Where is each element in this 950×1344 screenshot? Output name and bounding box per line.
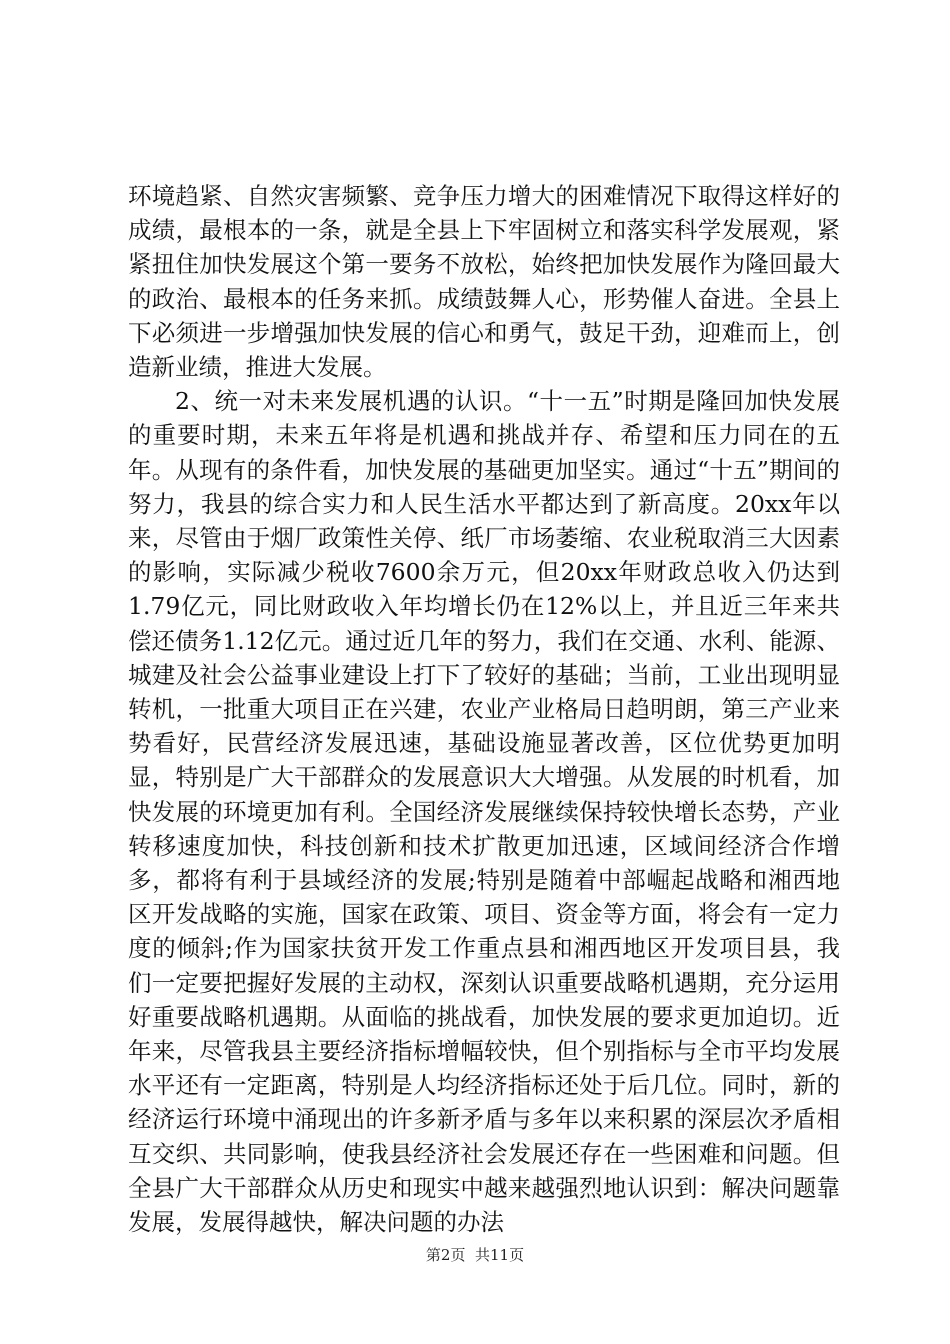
page-footer: 第2页 共11页: [425, 1246, 525, 1264]
paragraph-continuation: 环境趋紧、自然灾害频繁、竞争压力增大的困难情况下取得这样好的成绩，最根本的一条，就是全县上下牢固树立和落实科学发展观，紧紧扭住加快发展这个第一要务不放松，始终把加快发展作为隆回最大的政治、最根本的任务来抓。成绩鼓舞人心，形势催人奋进。全县上下必须进一步增强加快发展的信心和勇气，鼓足干劲，迎难而上，创造新业绩，推进大发展。: [128, 182, 840, 382]
paragraph-unify-opportunity: 2、统一对未来发展机遇的认识。“十一五”时期是隆回加快发展的重要时期，未来五年将是机遇和挑战并存、希望和压力同在的五年。从现有的条件看，加快发展的基础更加坚实。通过“十五”期间的努力，我县的综合实力和人民生活水平都达到了新高度。20xx年以来，尽管由于烟厂政策性关停、纸厂市场萎缩、农业税取消三大因素的影响，实际减少税收7600余万元，但20xx年财政总收入仍达到1.79亿元，同比财政收入年均增长仍在12%以上，并且近三年来共偿还债务1.12亿元。通过近几年的努力，我们在交通、水利、能源、城建及社会公益事业建设上打下了较好的基础；当前，工业出现明显转机，一批重大项目正在兴建，农业产业格局日趋明朗，第三产业来势看好，民营经济发展迅速，基础设施显著改善，区位优势更加明显，特别是广大干部群众的发展意识大大增强。从发展的时机看，加快发展的环境更加有利。全国经济发展继续保持较快增长态势，产业转移速度加快，科技创新和技术扩散更加迅速，区域间经济合作增多，都将有利于县域经济的发展;特别是随着中部崛起战略和湘西地区开发战略的实施，国家在政策、项目、资金等方面，将会有一定力度的倾斜;作为国家扶贫开发工作重点县和湘西地区开发项目县，我们一定要把握好发展的主动权，深刻认识重要战略机遇期，充分运用好重要战略机遇期。从面临的挑战看，加快发展的要求更加迫切。近年来，尽管我县主要经济指标增幅较快，但个别指标与全市平均发展水平还有一定距离，特别是人均经济指标还处于后几位。同时，新的经济运行环境中涌现出的许多新矛盾与多年以来积累的深层次矛盾相互交织、共同影响，使我县经济社会发展还存在一些困难和问题。但全县广大干部群众从历史和现实中越来越强烈地认识到：解决问题靠发展，发展得越快，解决问题的办法: [128, 387, 840, 1237]
document-body: [128, 179, 840, 1239]
